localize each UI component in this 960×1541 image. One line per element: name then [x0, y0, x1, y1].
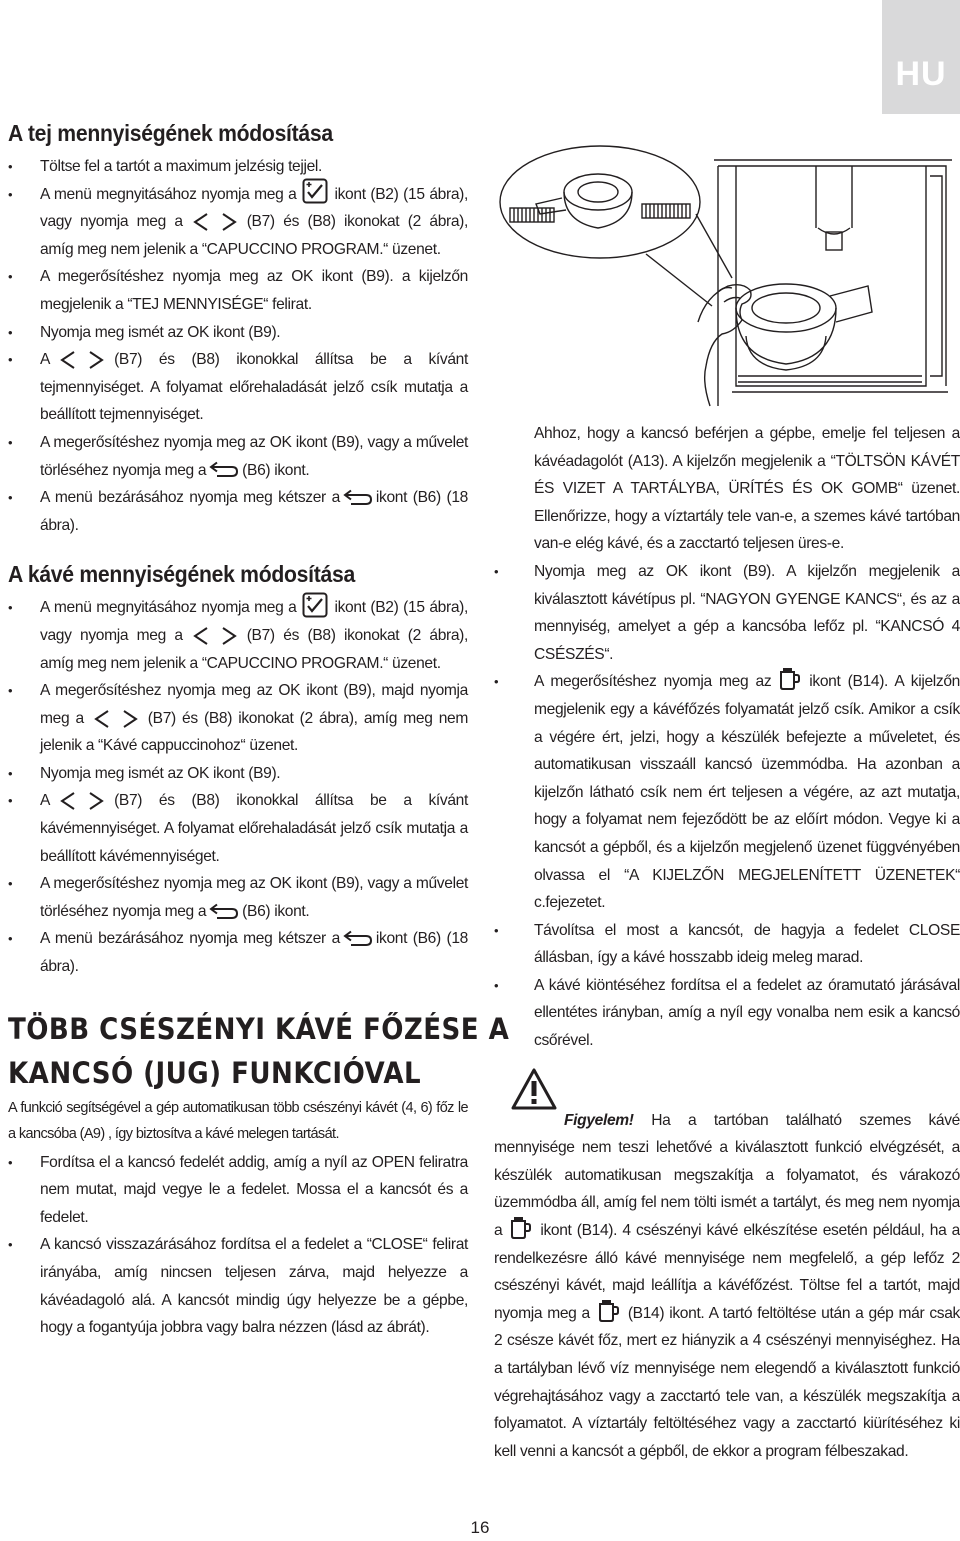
menu-check-icon [302, 178, 328, 204]
left-right-arrows-icon [90, 708, 142, 730]
left-right-arrows-icon [189, 625, 241, 647]
jug-intro: A funkció segítségével a gép automatikusan több csészényi kávét (4, 6) főz le a kancsóba (A9) , így biztosítva a kávé melegen tartását. [8, 1099, 468, 1142]
left-right-arrows-icon [56, 349, 108, 371]
warning-box [494, 1107, 960, 1466]
jug-brew-steps [494, 558, 960, 1055]
page-number: 16 [470, 1518, 490, 1537]
back-arrow-icon [342, 489, 374, 507]
list-item: • A menü megnyitásához nyomja meg a ikont (B2) (15 ábra), vagy nyomja meg a (B7) és (B8) ikonokat (2 ábra), amíg meg nem jelenik a “CAPUCCINO PROGRAM.“ üzenet. [8, 594, 468, 677]
coffee-steps [8, 594, 468, 980]
language-tab [882, 0, 960, 114]
coffee-section-title: A kávé mennyiségének módosítása [8, 561, 356, 588]
right-column [494, 420, 960, 1465]
jug-section-title-line1: TÖBB CSÉSZÉNYI KÁVÉ FŐZÉSE A [8, 1011, 510, 1046]
list-item: • A megerősítéshez nyomja meg az OK ikont (B9), majd nyomja meg a (B7) és (B8) ikonokat (2 ábra), amíg meg nem jelenik a “Kávé cappuccinohoz“ üzenet. [8, 677, 468, 760]
list-item: • Nyomja meg az OK ikont (B9). A kijelzőn megjelenik a kiválasztott kávétípus pl. “NAGYON GYENGE KANCS“, és az a mennyiség, amelyet a gép a kancsóba lefőz pl. “KANCSÓ 4 CSÉSZÉS“. [494, 558, 960, 668]
left-right-arrows-icon [189, 211, 241, 233]
jug-in-machine-illustration [496, 136, 956, 410]
list-item: • Fordítsa el a kancsó fedelét addig, amíg a nyíl az OPEN feliratra nem mutat, majd vegye le a fedelet. Mossa el a kancsót és a fedelet. [8, 1149, 468, 1232]
back-arrow-icon [342, 930, 374, 948]
milk-section-title: A tej mennyiségének módosítása [8, 120, 333, 146]
list-item: • Távolítsa el most a kancsót, de hagyja a fedelet CLOSE állásban, így a kávé hosszabb ideig meleg marad. [494, 917, 960, 972]
warning-triangle-icon [510, 1067, 558, 1111]
milk-steps [8, 153, 468, 539]
left-column [8, 120, 510, 1342]
list-item: • A (B7) és (B8) ikonokkal állítsa be a kívánt kávémennyiséget. A folyamat előrehaladását jelző csík mutatja a beállított kávémennyiséget. [8, 787, 468, 870]
list-item: • A megerősítéshez nyomja meg az OK ikont (B9), vagy a művelet törléséhez nyomja meg a (B6) ikont. [8, 870, 468, 925]
list-item: • Nyomja meg ismét az OK ikont (B9). [8, 760, 468, 788]
jug-icon [779, 667, 801, 691]
list-item: • Nyomja meg ismét az OK ikont (B9). [8, 319, 468, 347]
jug-steps [8, 1149, 468, 1342]
menu-check-icon [302, 592, 328, 618]
list-item: • A megerősítéshez nyomja meg az OK ikont (B9), vagy a művelet törléséhez nyomja meg a (B6) ikont. [8, 429, 468, 484]
list-item: • A menü bezárásához nyomja meg kétszer a ikont (B6) (18 ábra). [8, 925, 468, 980]
list-item: • A kávé kiöntéséhez fordítsa el a fedelet az óramutató járásával ellentétes irányban, amíg a nyíl egy vonalba nem esik a kancsó csőrével. [494, 972, 960, 1055]
language-code: HU [895, 55, 947, 93]
list-item: • A menü megnyitásához nyomja meg a ikont (B2) (15 ábra), vagy nyomja meg a (B7) és (B8) ikonokat (2 ábra), amíg meg nem jelenik a “CAPUCCINO PROGRAM.“ üzenet. [8, 181, 468, 264]
list-item: • A megerősítéshez nyomja meg az ikont (B14). A kijelzőn megjelenik egy a kávéfőzés folyamatát jelző csík. Amikor a csík a végére ért, jelzi, hogy a készülék befejezte a műveletet, és automatikusan visszaáll kancsó üzemmódba. Ha azonban a kijelzőn látható csík nem ért teljesen a végére, az azt mutatja, hogy a folyamat nem fejeződött be az előírt módon. Vegye ki a kancsót a gépből, és a kijelzőn megjelenő üzenet függvényében olvassa el “A KIJELZŐN MEGJELENÍTETT ÜZENETEK“ c.fejezetet. [494, 668, 960, 916]
back-arrow-icon [208, 461, 240, 479]
jug-icon [510, 1216, 532, 1240]
jug-icon [598, 1299, 620, 1323]
list-item: • A menü bezárásához nyomja meg kétszer a ikont (B6) (18 ábra). [8, 484, 468, 539]
warning-text: Figyelem! Ha a tartóban található szemes kávé mennyisége nem teszi lehetővé a kiválasztott funkció elvégzését, a készülék automatikusan megszakítja a folyamatot, és várakozó üzemmódba áll, amíg fel nem tölti ismét a tartályt, és meg nem nyomja a ikont (B14). 4 csészényi kávé elkészítése esetén például, ha a rendelkezésre álló kávé mennyisége nem megfelelő, a gép lefőz 2 csészényi kávét, majd leállítja a kávéfőzést. Töltse fel a tartót, majd nyomja meg a (B14) ikont. A tartó feltöltése után a gép már csak 2 csésze kávét főz, mert ez hiányzik a 4 csészényi mennyiséghez. Ha a tartályban lévő víz mennyisége nem elegendő a kiválasztott funkció végrehajtásához vagy a zacctartó tele van, a készülék megszakítja a folyamatot. A víztartály feltöltéséhez vagy a zacctartó kiürítéséhez ki kell venni a kancsót a gépből, de ekkor a program félbeszakad. [494, 1111, 960, 1460]
list-item: • A (B7) és (B8) ikonokkal állítsa be a kívánt tejmennyiséget. A folyamat előrehaladását jelző csík mutatja a beállított tejmennyiséget. [8, 346, 468, 429]
left-right-arrows-icon [56, 790, 108, 812]
jug-placement-intro: Ahhoz, hogy a kancsó beférjen a gépbe, emelje fel teljesen a kávéadagolót (A13). A kijelzőn megjelenik a “TÖLTSÖN KÁVÉT ÉS VIZET A TARTÁLYBA, ÜRÍTÉS ÉS OK GOMB“ üzenet. Ellenőrizze, hogy a víztartály tele van-e, a szemes kávé tartóban van-e elég kávé, és a zacctartó teljesen üres-e. [534, 425, 960, 553]
list-item: • A kancsó visszazárásához fordítsa el a fedelet a “CLOSE“ felirat irányába, amíg nincsen teljesen zárva, majd helyezze a kávéadagoló alá. A kancsót mindig úgy helyezze be a gépbe, hogy a fogantyúja jobbra vagy balra nézzen (lásd az ábrát). [8, 1231, 468, 1341]
back-arrow-icon [208, 903, 240, 921]
list-item: • Töltse fel a tartót a maximum jelzésig tejjel. [8, 153, 468, 181]
jug-section-title-line2: KANCSÓ (JUG) FUNKCIÓVAL [8, 1055, 422, 1090]
warning-title: Figyelem! [564, 1111, 634, 1129]
list-item: • A megerősítéshez nyomja meg az OK ikont (B9). a kijelzőn megjelenik a “TEJ MENNYISÉGE“ felirat. [8, 263, 468, 318]
